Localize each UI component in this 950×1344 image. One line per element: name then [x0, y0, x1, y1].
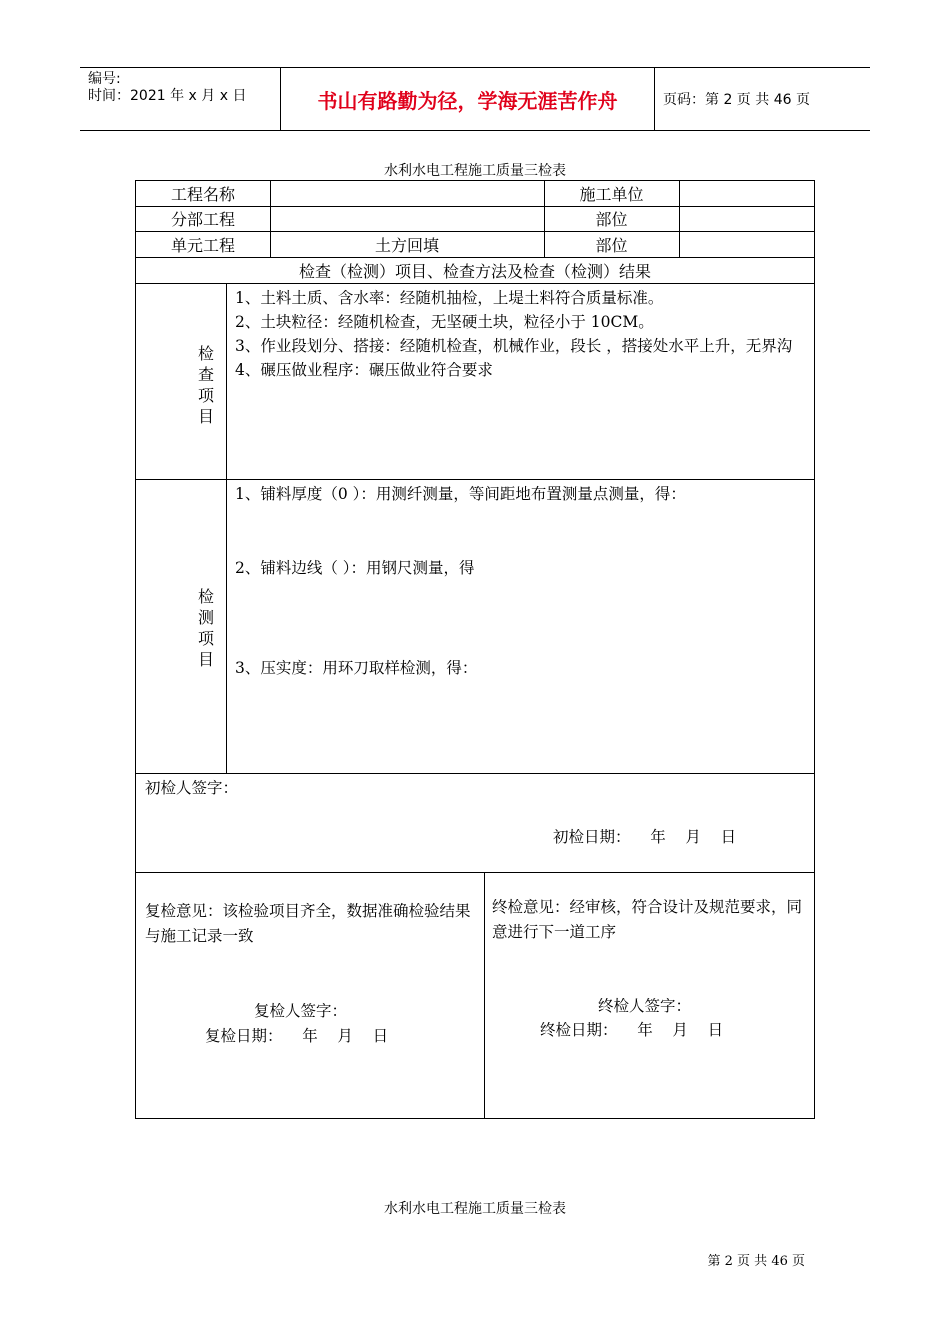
sub-project-value: [270, 206, 544, 231]
part-value: [679, 206, 814, 231]
test-items-label: 检测项目: [197, 587, 214, 669]
bottom-title: 水利水电工程施工质量三检表: [384, 1201, 566, 1217]
part-label: 部位: [595, 210, 628, 229]
page-header: [80, 67, 870, 131]
list-item: 4、碾压做业程序：碾压做业符合要求: [235, 361, 493, 379]
list-item: 3、作业段划分、搭接：经随机检查，机械作业，段长 ，搭接处水平上升，无界沟: [235, 337, 793, 355]
sub-project-label: 分部工程: [170, 210, 235, 229]
initial-sign-label: 初检人签字：: [145, 779, 239, 797]
inspection-table: [135, 180, 815, 1119]
unit-project-label: 单元工程: [170, 235, 235, 255]
recheck-sign-label: 复检人签字：: [254, 1002, 348, 1020]
section-header: 检查（检测）项目、检查方法及检查（检测）结果: [298, 261, 651, 281]
part-value: [679, 231, 814, 257]
final-opinion: 终检意见：经审核，符合设计及规范要求，同意进行下一道工序: [492, 898, 803, 941]
initial-date-label: 初检日期： 年 月 日: [553, 828, 737, 846]
project-name-value: [270, 181, 544, 206]
construction-unit-label: 施工单位: [579, 185, 644, 204]
number-label: 编号:: [88, 71, 121, 87]
list-item: 2、土块粒径：经随机检查，无坚硬土块，粒径小于 10CM。: [235, 313, 654, 331]
header-page-label: 页码：第 2 页 共 46 页: [663, 92, 810, 108]
document-title: 水利水电工程施工质量三检表: [384, 163, 566, 179]
unit-project-value: 土方回填: [374, 235, 439, 255]
list-item: 1、土料土质、含水率：经随机抽检，上堤土料符合质量标准。: [235, 289, 664, 307]
part-label: 部位: [595, 235, 628, 255]
check-items-list: [235, 286, 810, 382]
construction-unit-value: [679, 181, 814, 206]
project-name-label: 工程名称: [170, 185, 235, 204]
header-meta: [80, 68, 281, 130]
header-motto: 书山有路勤为径，学海无涯苦作舟: [281, 68, 655, 130]
final-date-label: 终检日期： 年 月 日: [540, 1021, 724, 1039]
time-label: 时间：2021 年 x 月 x 日: [88, 88, 247, 104]
test-item: 3、压实度：用环刀取样检测，得：: [235, 659, 478, 677]
check-items-label: 检查项目: [197, 344, 214, 426]
recheck-date-label: 复检日期： 年 月 日: [205, 1027, 389, 1045]
test-item: 1、铺料厚度（0 ）：用测纤测量，等间距地布置测量点测量，得：: [235, 485, 686, 503]
final-sign-label: 终检人签字：: [598, 997, 692, 1015]
footer-page-number: 第 2 页 共 46 页: [707, 1254, 805, 1269]
recheck-opinion: 复检意见：该检验项目齐全，数据准确检验结果与施工记录一致: [145, 902, 471, 945]
test-item: 2、铺料边线（ ）：用钢尺测量，得: [235, 559, 475, 577]
